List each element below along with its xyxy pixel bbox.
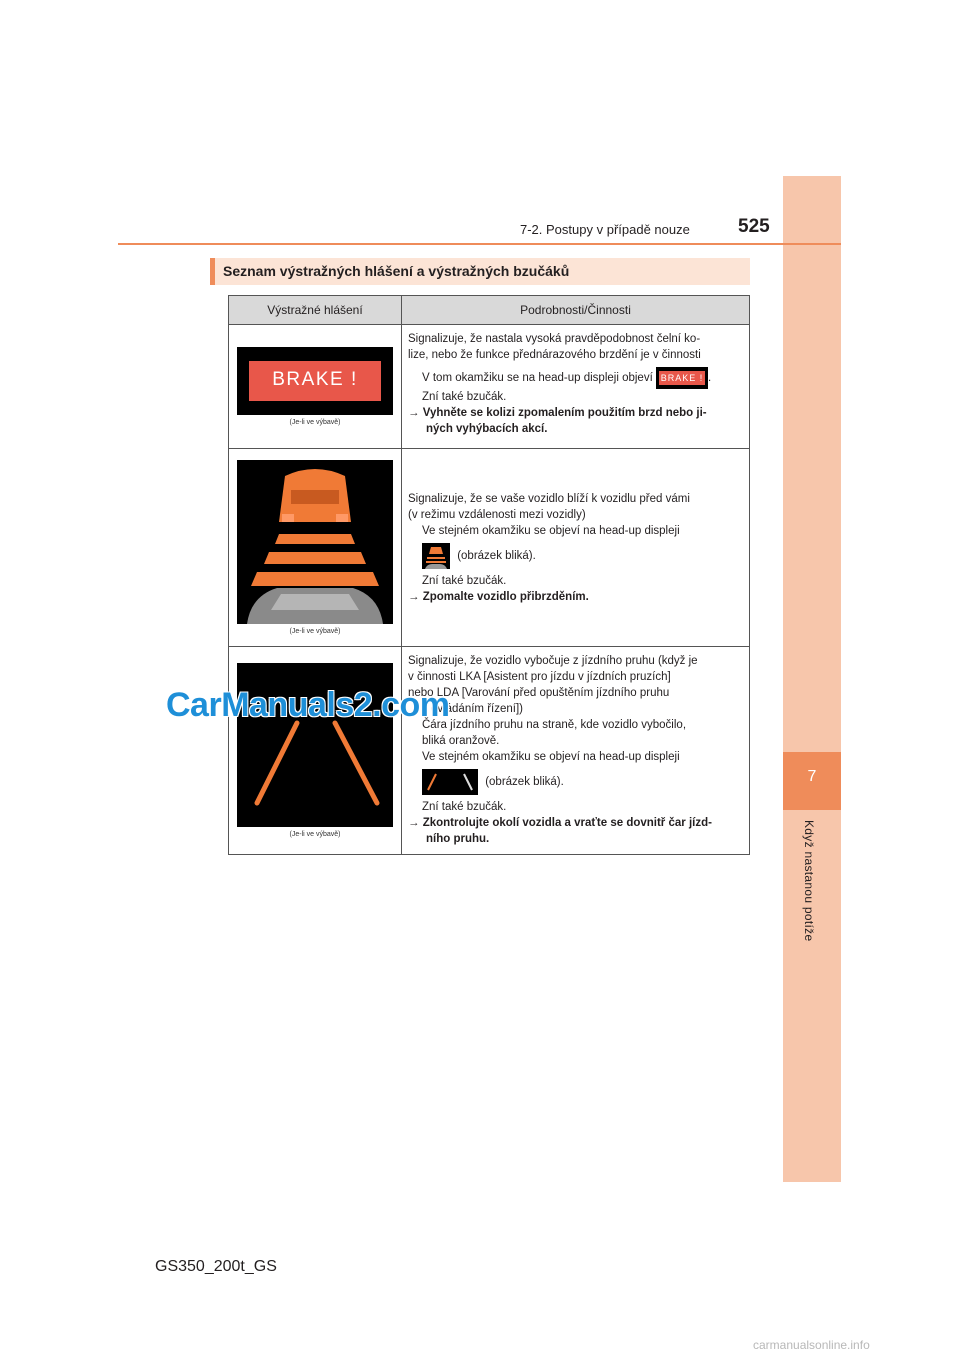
detail-text: V tom okamžiku se na head-up displeji objeví [422, 372, 653, 385]
banner-accent-bar [210, 258, 215, 285]
detail-line: Signalizuje, že nastala vysoká pravděpodobnost čelní ko- [408, 333, 701, 345]
action-text: Vyhněte se kolizi zpomalením použitím brzd nebo ji- [422, 407, 707, 419]
chapter-title: Když nastanou potíže [802, 820, 816, 942]
brake-hud-icon [656, 367, 708, 389]
detail-line: lize, nebo že funkce přednárazového brzdění je v činnosti [408, 349, 701, 361]
details-cell [402, 449, 750, 647]
detail-line: Signalizuje, že se vaše vozidlo blíží k vozidlu před vámi [408, 493, 690, 505]
lane-lines-icon [422, 769, 478, 795]
vehicle-approach-image [237, 460, 393, 624]
detail-line [408, 367, 745, 389]
action-line [408, 589, 745, 605]
header-rule [118, 243, 841, 245]
detail-line [408, 769, 745, 795]
section-banner [210, 258, 750, 285]
detail-line: Zní také bzučák. [422, 391, 507, 403]
action-line: ných vyhýbacích akcí. [426, 423, 548, 435]
image-caption: (Je-li ve výbavě) [289, 628, 341, 635]
detail-text: . [707, 372, 712, 385]
chapter-number: 7 [807, 768, 817, 785]
front-car-rear-window [291, 490, 339, 504]
own-car-windshield [271, 594, 359, 610]
banner-title: Seznam výstražných hlášení a výstražných bzučáků [223, 263, 570, 279]
distance-bar [264, 552, 366, 564]
arrow-icon: → [408, 817, 420, 829]
brake-hud-text: BRAKE ! [660, 373, 704, 383]
details-cell [402, 647, 750, 855]
header-warning-message: Výstražné hlášení [229, 296, 402, 325]
section-label: 7-2. Postupy v případě nouze [520, 222, 690, 237]
detail-line: nebo LDA [Varování před opuštěním jízdního pruhu [408, 687, 670, 699]
warning-image-cell [229, 449, 402, 647]
left-lane-line [257, 723, 297, 803]
detail-line: bliká oranžově. [422, 735, 500, 747]
watermark-footer: carmanualsonline.info [753, 1338, 870, 1352]
chapter-sidebar [783, 176, 841, 1182]
detail-line: Signalizuje, že vozidlo vybočuje z jízdního pruhu (když je [408, 655, 698, 667]
detail-line: s ovládáním řízení]) [422, 703, 523, 715]
table-row [229, 449, 750, 647]
lane-departure-hud-icon [422, 769, 478, 795]
detail-line: (v režimu vzdálenosti mezi vozidly) [408, 509, 586, 521]
distance-bar [251, 572, 379, 586]
watermark-logo: CarManuals2.com [166, 686, 450, 724]
page-number: 525 [738, 216, 770, 237]
vehicle-approach-graphic [237, 460, 393, 624]
table-row [229, 325, 750, 449]
warning-image-cell [229, 647, 402, 855]
detail-line: Ve stejném okamžiku se objeví na head-up displeji [422, 525, 680, 537]
warning-table [228, 295, 750, 855]
arrow-icon: → [408, 407, 420, 419]
header-details: Podrobnosti/Činnosti [402, 296, 750, 325]
detail-line: v činnosti LKA [Asistent pro jízdu v jízdních pruzích] [408, 671, 671, 683]
right-lane-line [335, 723, 377, 803]
action-line: ního pruhu. [426, 833, 490, 845]
vehicle-approach-hud-icon [422, 543, 450, 569]
action-text: Zpomalte vozidlo přibrzděním. [422, 591, 589, 603]
action-text: Zkontrolujte okolí vozidla a vraťte se dovnitř čar jízd- [422, 817, 712, 829]
detail-line: Čára jízdního pruhu na straně, kde vozidlo vybočilo, [422, 719, 687, 731]
image-caption: (Je-li ve výbavě) [289, 831, 341, 838]
brake-warning-text: BRAKE ! [272, 369, 358, 390]
table-header-row [229, 296, 750, 325]
detail-line: Zní také bzučák. [422, 575, 507, 587]
model-footer: GS350_200t_GS [155, 1258, 277, 1275]
distance-bar [275, 534, 355, 544]
arrow-icon: → [408, 591, 420, 603]
warning-image-cell [229, 325, 402, 449]
detail-line: Ve stejném okamžiku se objeví na head-up displeji [422, 751, 680, 763]
table-row [229, 647, 750, 855]
action-line [408, 815, 745, 831]
brake-warning-image [237, 347, 393, 415]
front-car-light [336, 514, 348, 522]
detail-line [408, 543, 745, 569]
action-line [408, 405, 745, 421]
image-caption: (Je-li ve výbavě) [289, 419, 341, 426]
car-icon [422, 543, 450, 569]
detail-line: Zní také bzučák. [422, 801, 507, 813]
detail-text: (obrázek bliká). [485, 776, 564, 789]
detail-text: (obrázek bliká). [457, 550, 536, 563]
front-car-light [282, 514, 294, 522]
details-cell [402, 325, 750, 449]
